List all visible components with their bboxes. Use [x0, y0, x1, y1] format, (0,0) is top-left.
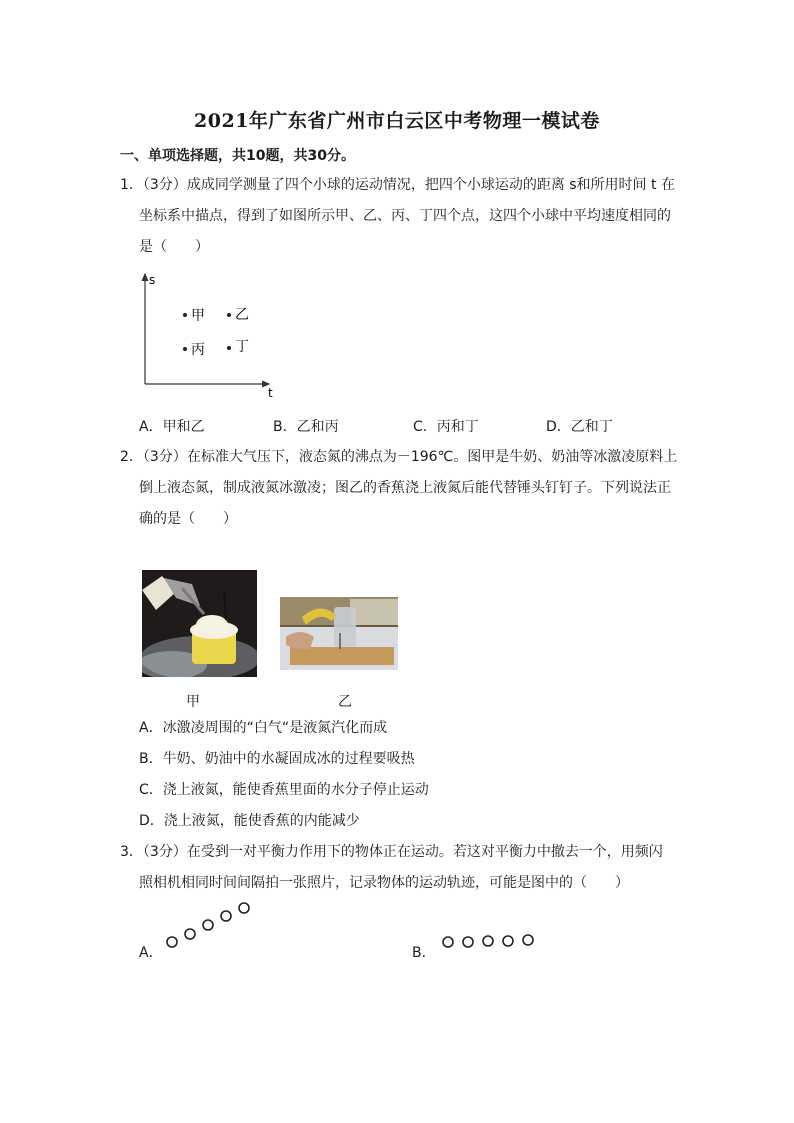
question-1-line-2: 坐标系中描点，得到了如图所示甲、乙、丙、丁四个点，这四个小球中平均速度相同的 [139, 208, 671, 224]
q1-option-a: A．甲和乙 [139, 419, 205, 435]
st-graph [135, 268, 285, 400]
q2-option-a: A．冰激凌周围的“白气“是液氮汽化而成 [139, 720, 388, 736]
question-2-line-3: 确的是（ ） [139, 511, 237, 527]
q2-option-b: B．牛奶、奶油中的水凝固成冰的过程要吸热 [139, 751, 415, 767]
t-axis-label: t [268, 386, 273, 400]
q1-option-b: B．乙和丙 [273, 419, 339, 435]
q2-option-d: D．浇上液氮，能使香蕉的内能减少 [139, 813, 360, 829]
point-yi [227, 313, 231, 317]
point-ding-label: 丁 [235, 339, 249, 355]
point-jia-label: 甲 [191, 308, 205, 324]
section-heading: 一、单项选择题，共10题，共30分。 [120, 148, 355, 164]
question-3-line-1: 3．（3分）在受到一对平衡力作用下的物体正在运动。若这对平衡力中撤去一个，用频闪 [120, 844, 663, 860]
q1-option-d: D．乙和丁 [546, 419, 613, 435]
point-bing [183, 347, 187, 351]
q2-option-c: C．浇上液氮，能使香蕉里面的水分子停止运动 [139, 782, 429, 798]
page-title: 2021年广东省广州市白云区中考物理一模试卷 [194, 110, 600, 132]
q3-option-a-label: A． [139, 945, 163, 961]
question-2-line-2: 倒上液态氮，制成液氮冰激凌；图乙的香蕉浇上液氮后能代替锤头钉钉子。下列说法正 [139, 480, 671, 496]
question-3-line-2: 照相机相同时间间隔拍一张照片，记录物体的运动轨迹，可能是图中的（ ） [139, 875, 629, 891]
question-2-line-1: 2．（3分）在标准大气压下，液态氮的沸点为－196℃。图甲是牛奶、奶油等冰激凌原料上 [120, 449, 678, 465]
q3-option-b-trajectory [440, 932, 536, 950]
photo-ice-cream-liquid-nitrogen [142, 570, 257, 677]
question-1-line-1: 1．（3分）成成同学测量了四个小球的运动情况，把四个小球运动的距离 s和所用时间 t 在 [120, 177, 675, 193]
s-axis-label: s [149, 273, 156, 287]
point-bing-label: 丙 [191, 342, 205, 358]
q3-option-a-trajectory [164, 900, 254, 952]
point-ding [227, 346, 231, 350]
photo-yi-caption: 乙 [338, 694, 352, 710]
point-jia [183, 313, 187, 317]
photo-jia-caption: 甲 [186, 694, 200, 710]
q3-option-b-label: B． [412, 945, 436, 961]
photo-banana-hammer [280, 597, 398, 670]
q1-option-c: C．丙和丁 [413, 419, 479, 435]
question-1-line-3: 是（ ） [139, 239, 209, 255]
point-yi-label: 乙 [235, 307, 249, 323]
